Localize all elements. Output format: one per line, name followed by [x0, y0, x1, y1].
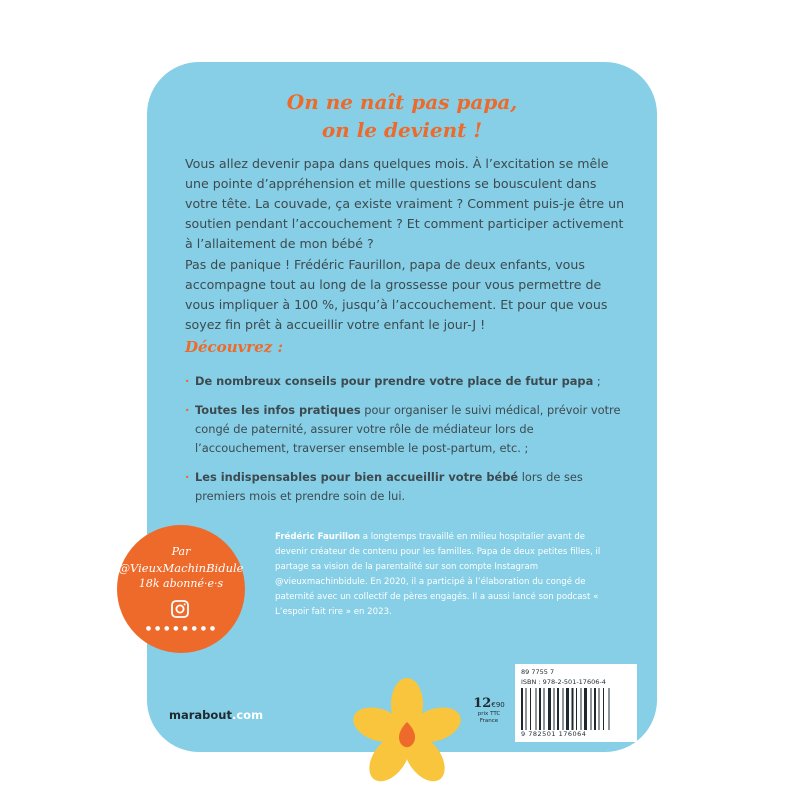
barcode-bar [603, 688, 604, 730]
isbn: ISBN : 978-2-501-17606-4 [521, 678, 606, 686]
price-cents: 90 [495, 701, 505, 709]
instagram-icon [170, 599, 190, 619]
title-line-2: on le devient ! [321, 118, 483, 142]
price [469, 692, 509, 725]
barcode-bar [594, 688, 596, 730]
intro-paragraph: Vous allez devenir papa dans quelques mois. À l’excitation se mêle une pointe d’appréhension et mille questions se bousculent dans votre tête. La couvade, ça existe vraiment ? Comment puis-je être un soutien pendant l’accouchement ? Et comment participer activement à l’allaitement de mon bébé ? [185, 156, 625, 251]
bio-text: a longtemps travaillé en milieu hospitalier avant de devenir créateur de contenu pour les familles. Papa de deux petites filles, il partage sa vision de la parentalité sur son compte Instagram @vieuxmachinbidule. En 2020, il a participé à l’élaboration du congé de paternité avec un collectif de pères engagés. Il a aussi lancé son podcast « L’espoir fait rire » en 2023. [275, 532, 601, 617]
price-note: prix TTC France [477, 711, 501, 724]
bullet-item [185, 468, 625, 506]
badge-dots: ● ● ● ● ● ● ● ● [145, 625, 217, 632]
author-bio [275, 530, 615, 620]
barcode-bar [526, 688, 527, 730]
bullet-dot-icon: · [185, 403, 190, 417]
barcode-bar [584, 688, 587, 730]
bullet-dot-icon: · [185, 374, 190, 388]
price-currency: € [491, 701, 496, 709]
product-code: 89 7755 7 [521, 668, 555, 676]
barcode-bar [544, 688, 545, 730]
badge-followers: 18k abonné·e·s [138, 577, 224, 590]
barcode-digits: 9 782501 176064 [521, 730, 587, 738]
barcode-bar [554, 688, 555, 730]
barcode-bar [563, 688, 564, 730]
bio-name: Frédéric Faurillon [275, 532, 361, 542]
barcode-bar [591, 688, 592, 730]
barcode-bar [609, 688, 610, 730]
bullet-text: ; [593, 374, 601, 388]
barcode-bar [581, 688, 582, 730]
book-back-cover [118, 62, 657, 752]
discover-heading: Découvrez : [185, 338, 284, 356]
bullet-bold: Toutes les infos pratiques [195, 403, 361, 417]
bullet-bold: Les indispensables pour bien accueillir votre bébé [195, 470, 519, 484]
barcode-bar [599, 688, 600, 730]
publisher-domain: .com [232, 708, 264, 722]
barcode-bar [576, 688, 577, 730]
barcode-bar [530, 688, 531, 730]
barcode-bar [572, 688, 574, 730]
bullet-bold: De nombreux conseils pour prendre votre place de futur papa [195, 374, 594, 388]
badge-line-1: Par [171, 545, 191, 558]
barcode-bar [548, 688, 551, 730]
bullet-dot-icon: · [185, 470, 190, 484]
bullet-text: lors de ses premiers mois et prendre soin de lui. [195, 470, 583, 503]
publisher-name: marabout [169, 708, 232, 722]
badge-handle: @VieuxMachinBidule [118, 561, 244, 575]
publisher-logo [169, 708, 263, 722]
title-line-1: On ne naît pas papa, [286, 90, 518, 114]
barcode-area [515, 664, 637, 742]
barcode-bar [566, 688, 569, 730]
bullet-item [185, 401, 625, 458]
author-badge [117, 525, 245, 653]
bullet-text: pour organiser le suivi médical, prévoir votre congé de paternité, assurer votre rôle de médiateur lors de l’accouchement, traverser ensemble le post-partum, etc. ; [195, 403, 621, 455]
cover-title [147, 88, 657, 144]
second-paragraph: Pas de panique ! Frédéric Faurillon, papa de deux enfants, vous accompagne tout au long de la grossesse pour vous permettre de vous impliquer à 100 %, jusqu’à l’accouchement. Et pour que vous soyez fin prêt à accueillir votre enfant le jour-J ! [185, 257, 608, 332]
barcode-bar [539, 688, 541, 730]
bullet-item [185, 372, 625, 391]
bullet-list [185, 372, 625, 516]
barcode-bar [557, 688, 559, 730]
flower-icon [347, 672, 467, 782]
price-main: 12 [473, 696, 492, 711]
barcode-bar [536, 688, 537, 730]
barcode-bar [521, 688, 523, 730]
barcode-icon [521, 688, 631, 730]
